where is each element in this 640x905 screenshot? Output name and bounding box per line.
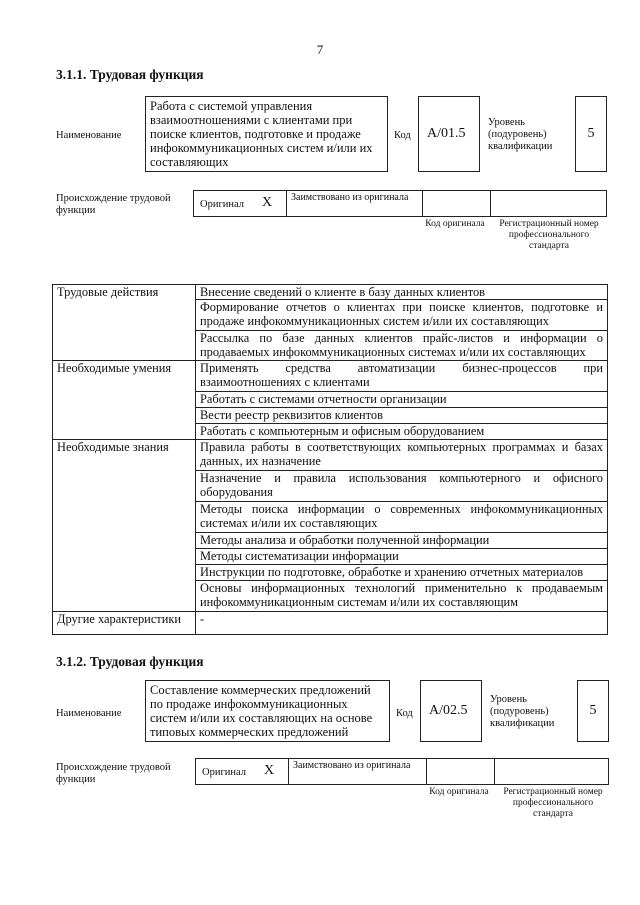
actions-category: Трудовые действия (53, 285, 196, 361)
borrowed-label: Заимствовано из оригинала (293, 760, 411, 771)
skill-item: Работать с системами отчетности организации (196, 392, 608, 408)
knowledge-item: Методы поиска информации о современных инфокоммуникационных системах и/или их составляющих (196, 502, 608, 533)
original-label: Оригинал (202, 767, 246, 778)
origin-label: Происхождение трудовой функции (56, 762, 171, 785)
divider (490, 191, 491, 216)
level-value-box: 5 (575, 96, 607, 172)
action-item: Формирование отчетов о клиентах при поиске клиентов, подготовке и продаже инфокоммуникационных систем и/или их составляющих (196, 300, 608, 331)
origin-row (193, 190, 607, 217)
divider (422, 191, 423, 216)
knowledge-item: Методы систематизации информации (196, 549, 608, 565)
knowledge-item: Инструкции по подготовке, обработке и хранению отчетных материалов (196, 565, 608, 581)
borrowed-label: Заимствовано из оригинала (291, 192, 409, 203)
divider (288, 759, 289, 784)
divider (494, 759, 495, 784)
code-label: Код (394, 130, 411, 141)
knowledge-item: Основы информационных технологий применительно к продаваемым инфокоммуникационным системам и/или их составляющим (196, 581, 608, 612)
reg-number-label: Регистрационный номер профессионального стандарта (499, 219, 599, 251)
page-number: 7 (316, 42, 324, 57)
level-value-box: 5 (577, 680, 609, 742)
function-details-table (52, 284, 608, 635)
origin-row (195, 758, 609, 785)
code-label: Код (396, 708, 413, 719)
skill-item: Работать с компьютерным и офисным оборудованием (196, 424, 608, 440)
knowledge-item: Методы анализа и обработки полученной информации (196, 533, 608, 549)
level-label: Уровень (подуровень) квалификации (488, 117, 553, 152)
section-heading-3-1-1: 3.1.1. Трудовая функция (56, 67, 204, 82)
knowledge-category: Необходимые знания (53, 440, 196, 612)
skill-item: Применять средства автоматизации бизнес-процессов при взаимоотношениях с клиентами (196, 361, 608, 392)
original-mark: X (262, 195, 273, 210)
knowledge-item: Назначение и правила использования компьютерного и офисного оборудования (196, 471, 608, 502)
action-item: Рассылка по базе данных клиентов прайс-листов и информации о продаваемых инфокоммуникационных системах и/или их составляющих (196, 331, 608, 361)
name-label: Наименование (56, 130, 122, 141)
other-value: - (196, 612, 608, 635)
knowledge-item: Правила работы в соответствующих компьютерных программах и базах данных, их назначение (196, 440, 608, 471)
name-label: Наименование (56, 708, 122, 719)
original-label: Оригинал (200, 199, 244, 210)
level-label: Уровень (подуровень) квалификации (490, 694, 555, 729)
divider (286, 191, 287, 216)
other-category: Другие характеристики (53, 612, 196, 635)
function-name-box: Работа с системой управления взаимоотношениями с клиентами при поиске клиентов, подготовке и продаже инфокоммуникационных систем и/или их составляющих (145, 96, 388, 172)
reg-number-label: Регистрационный номер профессионального стандарта (503, 787, 603, 819)
code-value-box: А/02.5 (420, 680, 482, 742)
action-item: Внесение сведений о клиенте в базу данных клиентов (196, 285, 608, 300)
code-original-label: Код оригинала (425, 219, 485, 229)
divider (426, 759, 427, 784)
code-value-box: А/01.5 (418, 96, 480, 172)
section-heading-3-1-2: 3.1.2. Трудовая функция (56, 654, 204, 669)
skill-item: Вести реестр реквизитов клиентов (196, 408, 608, 424)
code-original-label: Код оригинала (429, 787, 489, 797)
function-name-box: Составление коммерческих предложений по продаже инфокоммуникационных систем и/или их составляющих на основе типовых коммерческих предложений (145, 680, 390, 742)
original-mark: X (264, 763, 275, 778)
origin-label: Происхождение трудовой функции (56, 193, 171, 216)
skills-category: Необходимые умения (53, 361, 196, 440)
